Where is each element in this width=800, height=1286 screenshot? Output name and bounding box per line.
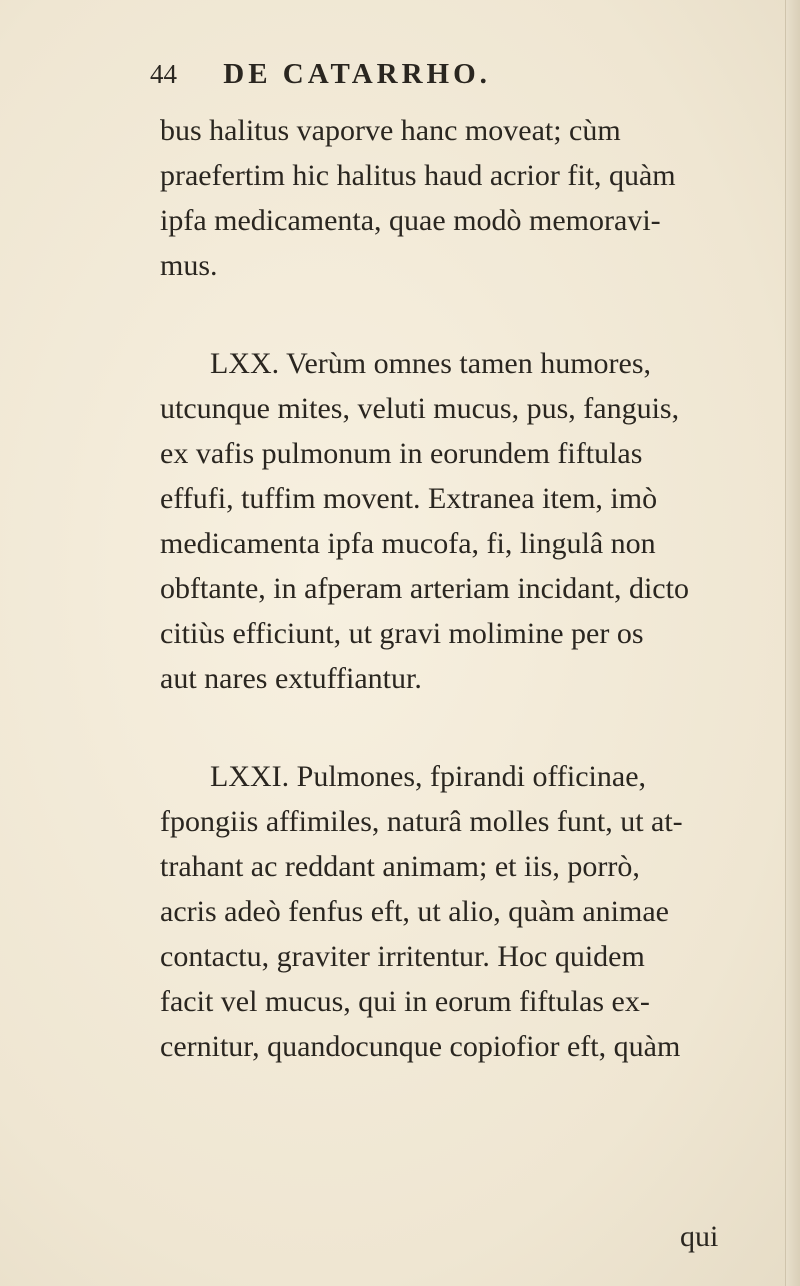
running-header — [150, 58, 491, 91]
running-title: DE CATARRHO. — [223, 58, 491, 90]
text-line: obftante, in afperam arteriam incidant, dicto — [160, 572, 689, 605]
text-line: ipfa medicamenta, quae modò memoravi- — [160, 204, 661, 237]
text-line: medicamenta ipfa mucofa, fi, lingulâ non — [160, 527, 656, 560]
page-edge — [785, 0, 800, 1286]
paragraph-1 — [160, 108, 760, 288]
text-line: citiùs efficiunt, ut gravi molimine per os — [160, 617, 644, 650]
text-line: bus halitus vaporve hanc moveat; cùm — [160, 114, 621, 147]
section-heading-line: LXX. Verùm omnes tamen humores, — [210, 347, 652, 380]
text-line: mus. — [160, 249, 218, 282]
catchword: qui — [680, 1220, 719, 1253]
text-line: fpongiis affimiles, naturâ molles funt, ut at- — [160, 805, 683, 838]
paragraph-gap — [160, 288, 760, 341]
text-line: trahant ac reddant animam; et iis, porrò, — [160, 850, 640, 883]
text-line: utcunque mites, veluti mucus, pus, fanguis, — [160, 392, 680, 425]
paragraph-3 — [160, 754, 760, 1069]
paragraph-2 — [160, 341, 760, 701]
text-line: contactu, graviter irritentur. Hoc quidem — [160, 940, 645, 973]
text-line: acris adeò fenfus eft, ut alio, quàm animae — [160, 895, 669, 928]
text-line: effufi, tuffim movent. Extranea item, imò — [160, 482, 658, 515]
text-body — [160, 108, 760, 1069]
text-line: ex vafis pulmonum in eorundem fiftulas — [160, 437, 643, 470]
text-line: facit vel mucus, qui in eorum fiftulas ex- — [160, 985, 650, 1018]
page-number: 44 — [150, 59, 177, 89]
text-line: cernitur, quandocunque copiofior eft, quàm — [160, 1030, 681, 1063]
text-line: aut nares extuffiantur. — [160, 662, 422, 695]
paragraph-gap — [160, 701, 760, 754]
text-line: praefertim hic halitus haud acrior fit, quàm — [160, 159, 676, 192]
section-heading-line: LXXI. Pulmones, fpirandi officinae, — [210, 760, 647, 793]
